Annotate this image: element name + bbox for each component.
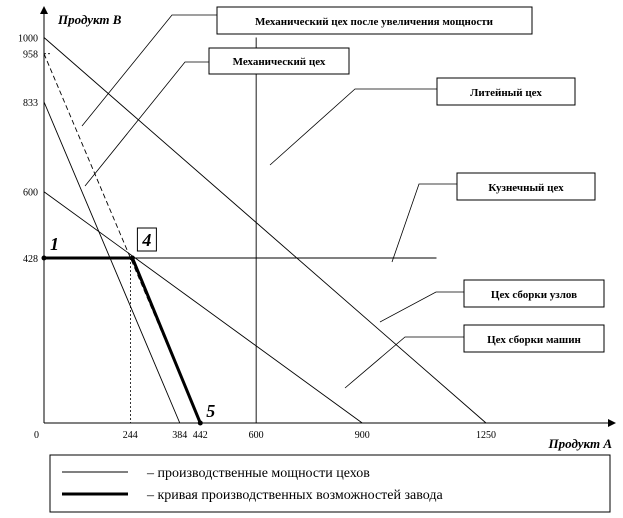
y-ticks	[18, 34, 38, 266]
point-4-label: 4	[142, 230, 152, 251]
label-assembly-units: Цех сборки узлов	[490, 289, 578, 301]
leader-forge	[392, 184, 457, 262]
origin-tick-label: 0	[34, 430, 39, 441]
point-4-dot	[130, 256, 135, 261]
x-tick-244: 244	[122, 430, 138, 441]
cap-assembly-machines	[44, 192, 362, 423]
y-tick-1000: 1000	[18, 33, 38, 45]
label-box-mech-after	[217, 7, 532, 34]
label-foundry: Литейный цех	[470, 87, 542, 99]
y-tick-428: 428	[23, 254, 38, 266]
label-box-mech	[209, 48, 349, 74]
label-box-forge	[457, 173, 595, 200]
x-tick-384: 384	[172, 430, 188, 441]
x-axis-title: Продукт А	[548, 436, 612, 451]
cap-mech	[44, 102, 180, 423]
legend-thin-label: – производственные мощности цехов	[147, 466, 370, 481]
label-box-assembly-units	[464, 280, 604, 307]
x-tick-900: 900	[354, 430, 370, 441]
label-box-assembly-machines	[464, 325, 604, 352]
y-tick-600: 600	[23, 187, 38, 199]
y-tick-958: 958	[23, 49, 38, 61]
leader-assembly-units	[380, 292, 464, 322]
leader-mech	[85, 62, 209, 186]
label-assembly-machines: Цех сборки машин	[487, 334, 581, 346]
point-1-label: 1	[50, 234, 59, 255]
label-mech-after: Механический цех после увеличения мощности	[255, 16, 493, 28]
legend-thick-label: – кривая производственных возможностей завода	[147, 488, 443, 503]
point-5-dot	[198, 421, 203, 426]
label-forge: Кузнечный цех	[488, 182, 564, 194]
y-tick-833: 833	[23, 97, 38, 109]
label-box-foundry	[437, 78, 575, 105]
cap-assembly-units	[44, 38, 486, 424]
x-tick-442: 442	[192, 430, 208, 441]
leader-foundry	[270, 89, 437, 165]
point-5-label: 5	[206, 401, 216, 421]
x-tick-1250: 1250	[476, 430, 496, 441]
leader-mech-after	[82, 15, 217, 126]
leader-assembly-machines	[345, 337, 464, 388]
x-ticks	[123, 430, 496, 441]
label-mech: Механический цех	[232, 56, 326, 68]
x-tick-600: 600	[248, 430, 264, 441]
legend	[50, 455, 610, 512]
point-1-dot	[42, 256, 47, 261]
y-axis-title: Продукт В	[58, 12, 122, 27]
ppf-curve	[44, 258, 200, 423]
capacity-lines	[44, 38, 486, 424]
ppf-group	[44, 258, 200, 423]
